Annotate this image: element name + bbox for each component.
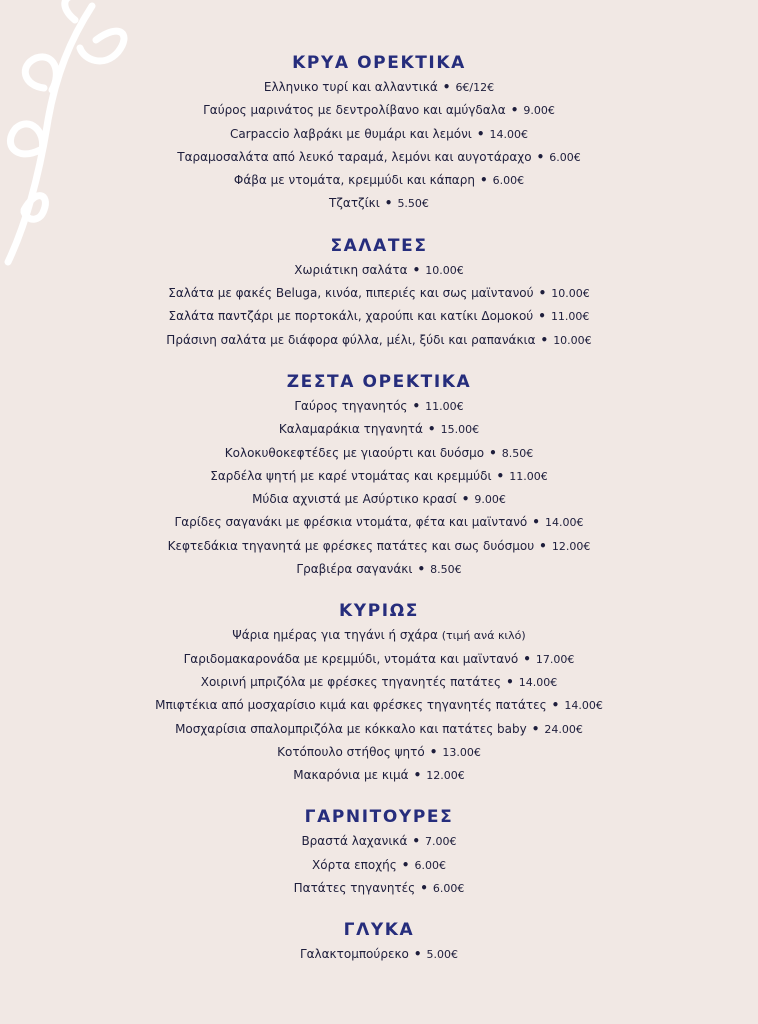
item-name: Πατάτες τηγανητές — [293, 881, 416, 896]
item-name: Γαύρος μαρινάτος με δεντρολίβανο και αμύγδαλα — [203, 103, 506, 118]
section-gap — [0, 216, 758, 233]
item-name: Ταραμοσαλάτα από λευκό ταραμά, λεμόνι και αυγοτάραχο — [177, 149, 532, 164]
item-name: Γραβιέρα σαγανάκι — [296, 562, 413, 577]
separator-dot: • — [417, 562, 426, 577]
separator-dot: • — [531, 721, 540, 736]
menu-item — [0, 465, 758, 488]
section-title: ΚΡΥΑ ΟΡΕΚΤΙΚΑ — [292, 53, 466, 73]
item-price: 24.00€ — [544, 722, 583, 736]
menu-item — [0, 535, 758, 558]
item-name: Μοσχαρίσια σπαλομπριζόλα με κόκκαλο και πατάτες baby — [175, 721, 527, 736]
item-name: Χόρτα εποχής — [312, 857, 397, 872]
menu-item — [0, 488, 758, 511]
section-gap — [0, 352, 758, 369]
item-name: Σαλάτα παντζάρι με πορτοκάλι, χαρούπι και κατίκι Δομοκού — [168, 309, 534, 324]
separator-dot: • — [540, 332, 549, 347]
item-price: 14.00€ — [564, 699, 603, 713]
separator-dot: • — [510, 103, 519, 118]
item-price: 7.00€ — [425, 835, 457, 849]
menu-item — [0, 418, 758, 441]
item-name: Πράσινη σαλάτα με διάφορα φύλλα, μέλι, ξύδι και ραπανάκια — [166, 332, 536, 347]
separator-dot: • — [476, 126, 485, 141]
menu-item — [0, 718, 758, 741]
menu-item — [0, 395, 758, 418]
menu-item — [0, 694, 758, 717]
menu-item — [0, 169, 758, 192]
section-title: ΖΕΣΤΑ ΟΡΕΚΤΙΚΑ — [286, 371, 472, 392]
menu — [0, 50, 758, 967]
item-name: Φάβα με ντομάτα, κρεμμύδι και κάπαρη — [233, 173, 475, 188]
menu-item — [0, 558, 758, 581]
separator-dot: • — [442, 80, 451, 94]
item-name: Χωριάτικη σαλάτα — [294, 262, 408, 277]
item-name: Μύδια αχνιστά με Ασύρτικο κρασί — [252, 492, 457, 507]
menu-item — [0, 648, 758, 671]
menu-item — [0, 123, 758, 146]
item-price: 10.00€ — [425, 263, 464, 277]
item-name: Σαλάτα με φακές Beluga, κινόα, πιπεριές και σως μαϊντανού — [168, 286, 534, 301]
menu-item — [0, 877, 758, 900]
separator-dot: • — [523, 651, 531, 666]
separator-dot: • — [401, 857, 410, 872]
separator-dot: • — [384, 196, 393, 211]
separator-dot: • — [536, 149, 545, 164]
separator-dot: • — [427, 422, 436, 437]
menu-item — [0, 329, 758, 352]
item-price: 10.00€ — [553, 333, 592, 347]
item-price: 14.00€ — [518, 675, 558, 689]
section-gap — [0, 787, 758, 804]
menu-item — [0, 442, 758, 465]
item-name: Καλαμαράκια τηγανητά — [278, 422, 423, 437]
menu-item — [0, 624, 758, 647]
item-name: Κεφτεδάκια τηγανητά με φρέσκες πατάτες και σως δυόσμου — [167, 538, 535, 553]
item-name: Γαριδομακαρονάδα με κρεμμύδι, ντομάτα και μαϊντανό — [183, 651, 519, 666]
menu-item — [0, 282, 758, 305]
item-name: Κοτόπουλο στήθος ψητό — [277, 744, 425, 759]
item-name: Μακαρόνια με κιμά — [293, 768, 409, 783]
menu-item — [0, 192, 758, 215]
item-price: 8.50€ — [430, 563, 462, 577]
section-title: ΓΛΥΚΑ — [343, 920, 415, 941]
menu-item — [0, 830, 758, 853]
item-name: Γαλακτομπούρεκο — [299, 947, 409, 962]
separator-dot: • — [551, 698, 560, 713]
separator-dot: • — [538, 309, 546, 324]
separator-dot: • — [429, 744, 438, 759]
separator-dot: • — [489, 445, 497, 460]
item-price: 14.00€ — [544, 516, 584, 530]
item-price: 8.50€ — [501, 446, 534, 460]
item-price: 6.00€ — [432, 882, 465, 896]
menu-item — [0, 764, 758, 787]
menu-item — [0, 671, 758, 694]
item-price: 6.00€ — [414, 858, 446, 872]
separator-dot: • — [479, 173, 488, 188]
separator-dot: • — [539, 538, 547, 553]
item-name: Κολοκυθοκεφτέδες με γιαούρτι και δυόσμο — [224, 445, 485, 460]
section-title: ΓΑΡΝΙΤΟΥΡΕΣ — [304, 807, 454, 828]
item-name: Ελληνικο τυρί και αλλαντικά — [263, 80, 438, 94]
section-gap — [0, 581, 758, 598]
item-name: Χοιρινή μπριζόλα με φρέσκες τηγανητές πατάτες — [200, 674, 502, 689]
separator-dot: • — [506, 674, 514, 689]
menu-item — [0, 741, 758, 764]
item-price: 9.00€ — [474, 493, 506, 507]
item-price: 17.00€ — [535, 652, 575, 666]
item-price: 9.00€ — [523, 104, 555, 118]
item-name: Γαρίδες σαγανάκι με φρέσκια ντομάτα, φέτα και μαϊντανό — [174, 515, 528, 530]
item-name: Γαύρος τηγανητός — [294, 398, 408, 413]
item-price: 12.00€ — [426, 769, 465, 783]
item-price: 6.00€ — [492, 174, 525, 188]
item-price: 14.00€ — [489, 127, 529, 141]
separator-dot: • — [461, 492, 470, 507]
separator-dot: • — [538, 286, 547, 301]
item-price: 12.00€ — [551, 539, 591, 553]
separator-dot: • — [413, 947, 422, 962]
menu-item — [0, 99, 758, 122]
item-price: 10.00€ — [551, 287, 590, 301]
section-gap — [0, 900, 758, 917]
menu-item — [0, 511, 758, 534]
section-title: ΣΑΛΑΤΕΣ — [330, 235, 428, 256]
item-name: Μπιφτέκια από μοσχαρίσιο κιμά και φρέσκες τηγανητές πατάτες — [155, 698, 547, 713]
item-note: (τιμή ανά κιλό) — [441, 629, 526, 643]
separator-dot: • — [532, 515, 540, 530]
menu-item — [0, 305, 758, 328]
item-price: 6€/12€ — [455, 81, 495, 94]
separator-dot: • — [412, 834, 421, 849]
menu-item — [0, 943, 758, 966]
item-price: 6.00€ — [549, 150, 581, 164]
item-name: Carpaccio λαβράκι με θυμάρι και λεμόνι — [229, 126, 472, 141]
menu-item — [0, 259, 758, 282]
item-name: Βραστά λαχανικά — [301, 834, 408, 849]
item-price: 15.00€ — [440, 423, 480, 437]
item-price: 13.00€ — [442, 745, 481, 759]
menu-item — [0, 854, 758, 877]
item-price: 11.00€ — [425, 399, 464, 413]
section-title: ΚΥΡΙΩΣ — [339, 601, 419, 622]
menu-item — [0, 146, 758, 169]
separator-dot: • — [412, 262, 421, 277]
item-price: 5.00€ — [426, 948, 459, 962]
separator-dot: • — [496, 468, 505, 483]
item-price: 11.00€ — [550, 310, 590, 324]
item-name: Ψάρια ημέρας για τηγάνι ή σχάρα — [232, 628, 438, 643]
item-price: 11.00€ — [509, 469, 548, 483]
menu-item — [0, 76, 758, 99]
separator-dot: • — [412, 398, 421, 413]
separator-dot: • — [420, 881, 428, 896]
item-name: Σαρδέλα ψητή με καρέ ντομάτας και κρεμμύδι — [210, 468, 492, 483]
item-name: Τζατζίκι — [329, 196, 380, 211]
item-price: 5.50€ — [397, 197, 429, 211]
separator-dot: • — [413, 768, 422, 783]
